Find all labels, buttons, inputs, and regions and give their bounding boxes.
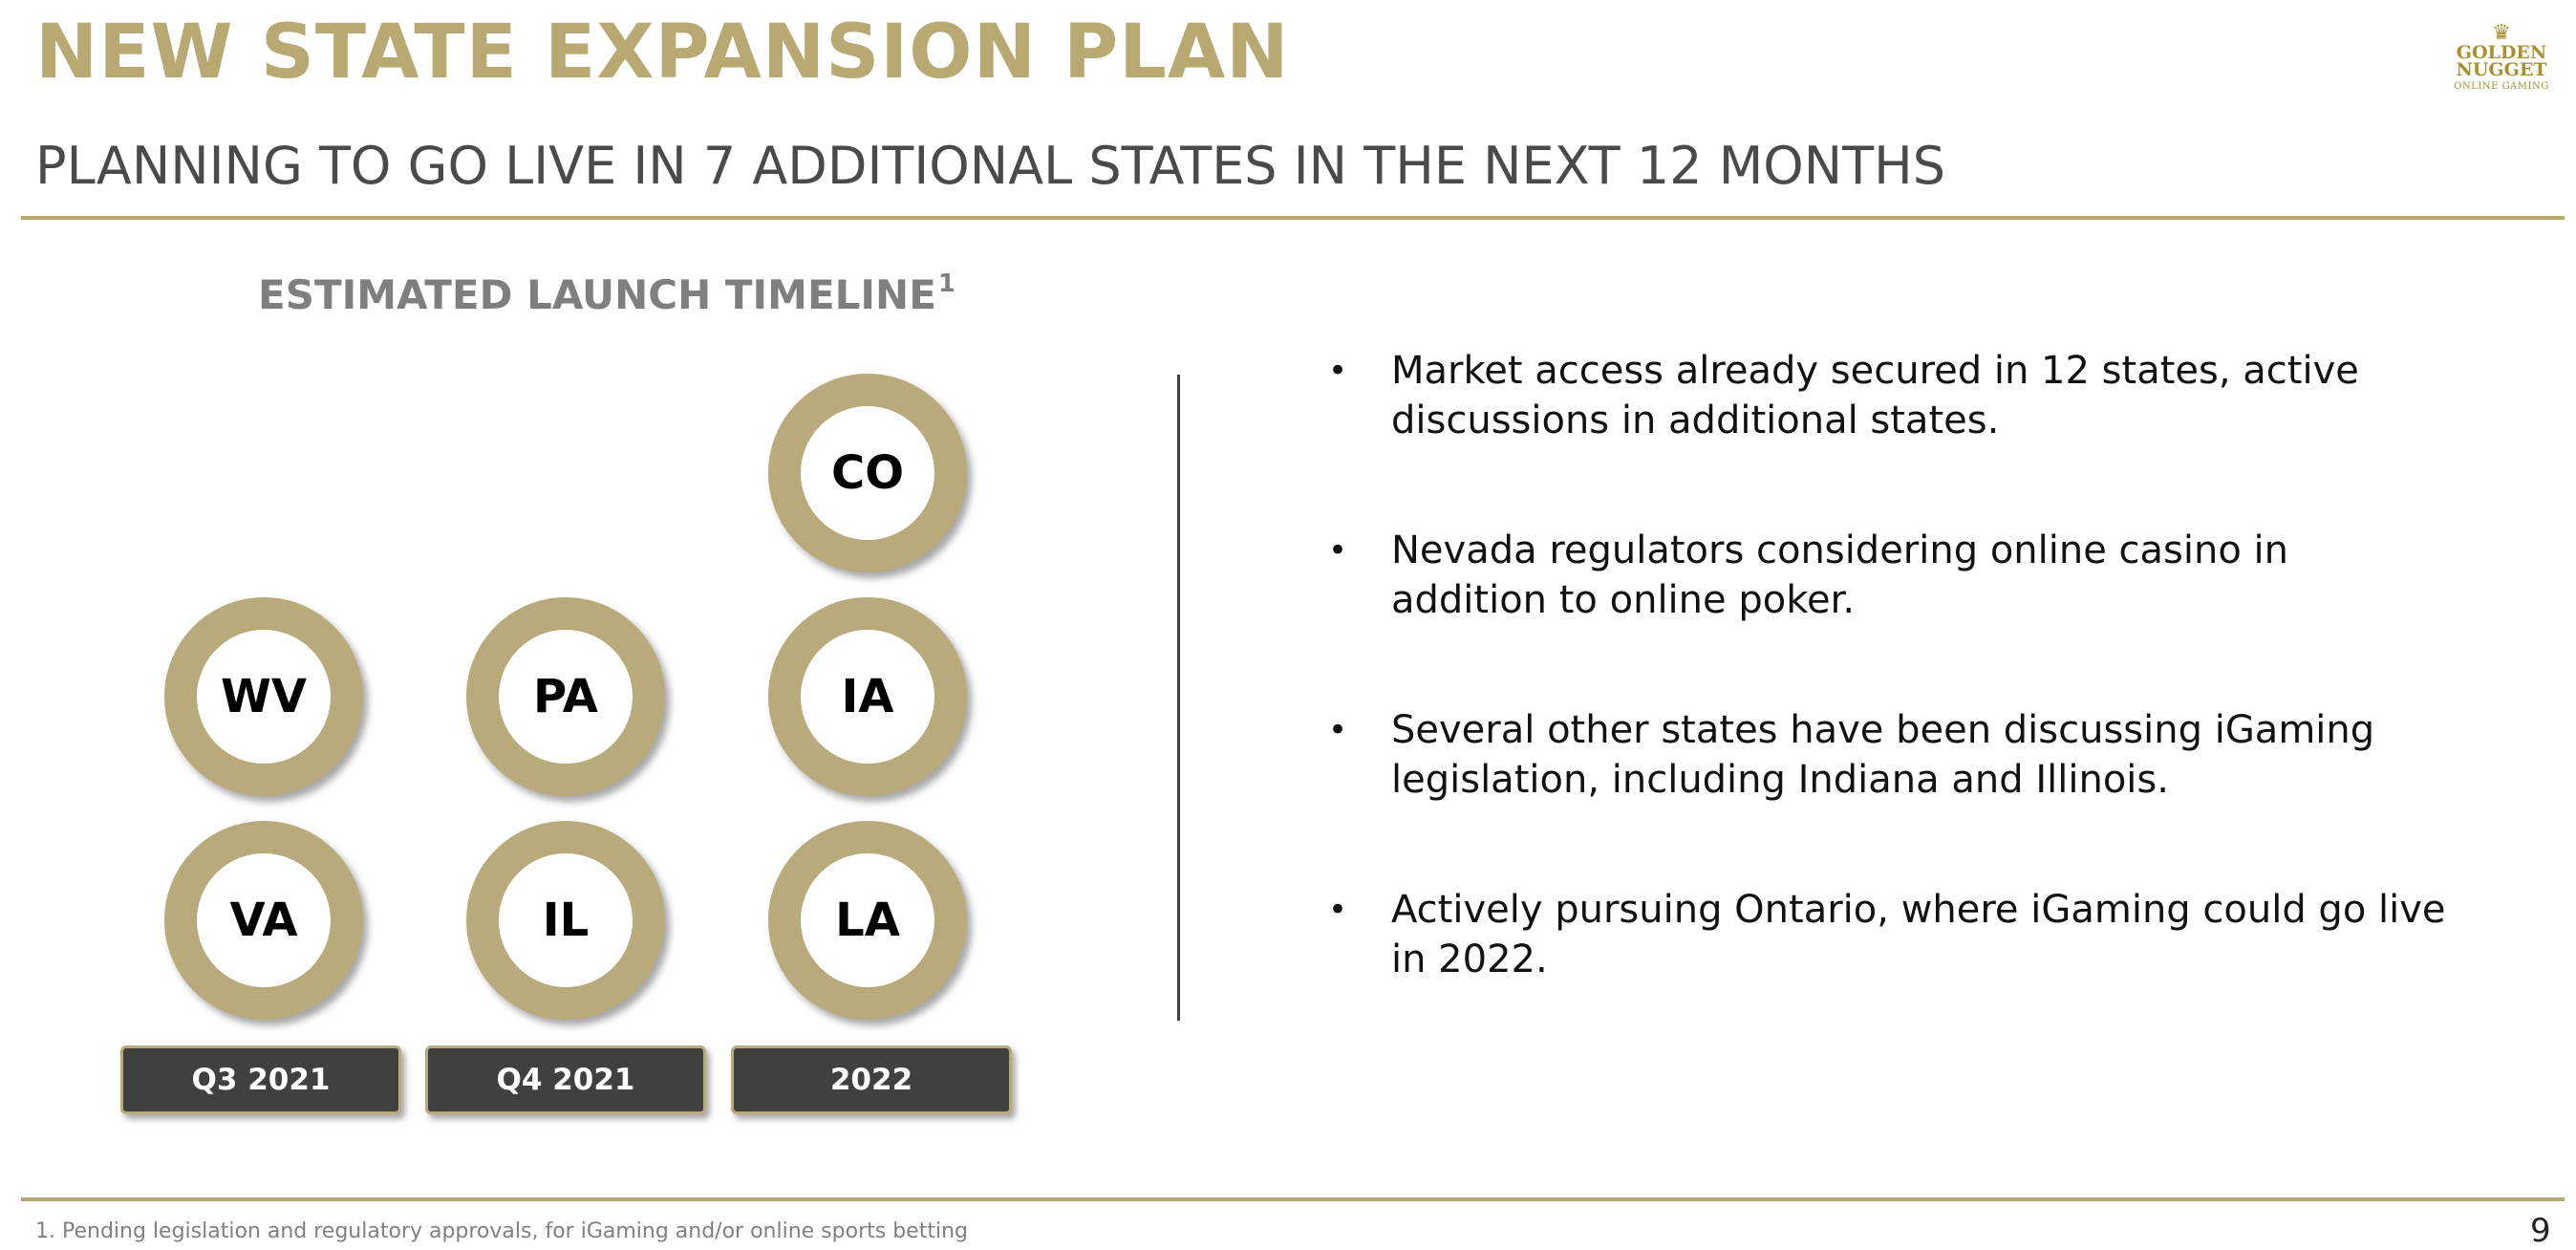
period-label-q3-2021: Q3 2021 bbox=[120, 1045, 401, 1114]
bullet-text: Market access already secured in 12 states, active discussions in additional states. bbox=[1391, 349, 2359, 442]
timeline-heading bbox=[258, 269, 955, 318]
footnote-marker: 1 bbox=[937, 269, 955, 298]
bullet-text: Nevada regulators considering online casino in addition to online poker. bbox=[1391, 528, 2289, 622]
state-ring-ia bbox=[768, 597, 967, 796]
bullet-icon: • bbox=[1328, 352, 1348, 390]
column-divider bbox=[1177, 375, 1180, 1021]
state-label-va: VA bbox=[229, 894, 298, 947]
crown-icon: ♛ bbox=[2492, 21, 2511, 45]
page-subtitle: PLANNING TO GO LIVE IN 7 ADDITIONAL STATES IN THE NEXT 12 MONTHS bbox=[35, 136, 1946, 196]
bullet-text: Actively pursuing Ontario, where iGaming could go live in 2022. bbox=[1391, 888, 2446, 981]
state-ring-wv bbox=[164, 597, 363, 796]
header-divider bbox=[21, 216, 2565, 220]
timeline-heading-text: ESTIMATED LAUNCH TIMELINE bbox=[258, 271, 936, 318]
page-title: NEW STATE EXPANSION PLAN bbox=[35, 10, 1290, 96]
state-label-co: CO bbox=[830, 446, 905, 500]
state-ring-il bbox=[466, 821, 665, 1020]
bullet-icon: • bbox=[1328, 891, 1348, 929]
bullet-item bbox=[1328, 705, 2456, 805]
page-number: 9 bbox=[2530, 1212, 2551, 1250]
state-label-pa: PA bbox=[533, 670, 598, 723]
state-label-ia: IA bbox=[841, 670, 894, 723]
state-label-il: IL bbox=[542, 894, 590, 947]
logo-tagline: ONLINE GAMING bbox=[2454, 81, 2549, 92]
footnote: 1. Pending legislation and regulatory approvals, for iGaming and/or online sports betting bbox=[35, 1219, 968, 1243]
state-label-la: LA bbox=[835, 894, 900, 947]
bullet-list bbox=[1328, 346, 2456, 1065]
state-ring-pa bbox=[466, 597, 665, 796]
footer-divider bbox=[21, 1197, 2565, 1201]
bullet-item bbox=[1328, 526, 2456, 625]
bullet-item bbox=[1328, 885, 2456, 984]
bullet-item bbox=[1328, 346, 2456, 445]
bullet-text: Several other states have been discussing iGaming legislation, including Indiana and Illinois. bbox=[1391, 708, 2375, 802]
state-ring-co bbox=[768, 374, 967, 572]
period-label-q4-2021: Q4 2021 bbox=[425, 1045, 706, 1114]
state-ring-la bbox=[768, 821, 967, 1020]
logo-line-1: GOLDEN bbox=[2456, 42, 2547, 63]
state-label-wv: WV bbox=[220, 670, 308, 723]
bullet-icon: • bbox=[1328, 531, 1348, 570]
state-ring-va bbox=[164, 821, 363, 1020]
golden-nugget-logo bbox=[2452, 23, 2551, 111]
period-label-2022: 2022 bbox=[731, 1045, 1012, 1114]
logo-line-2: NUGGET bbox=[2456, 59, 2547, 80]
bullet-icon: • bbox=[1328, 711, 1348, 749]
